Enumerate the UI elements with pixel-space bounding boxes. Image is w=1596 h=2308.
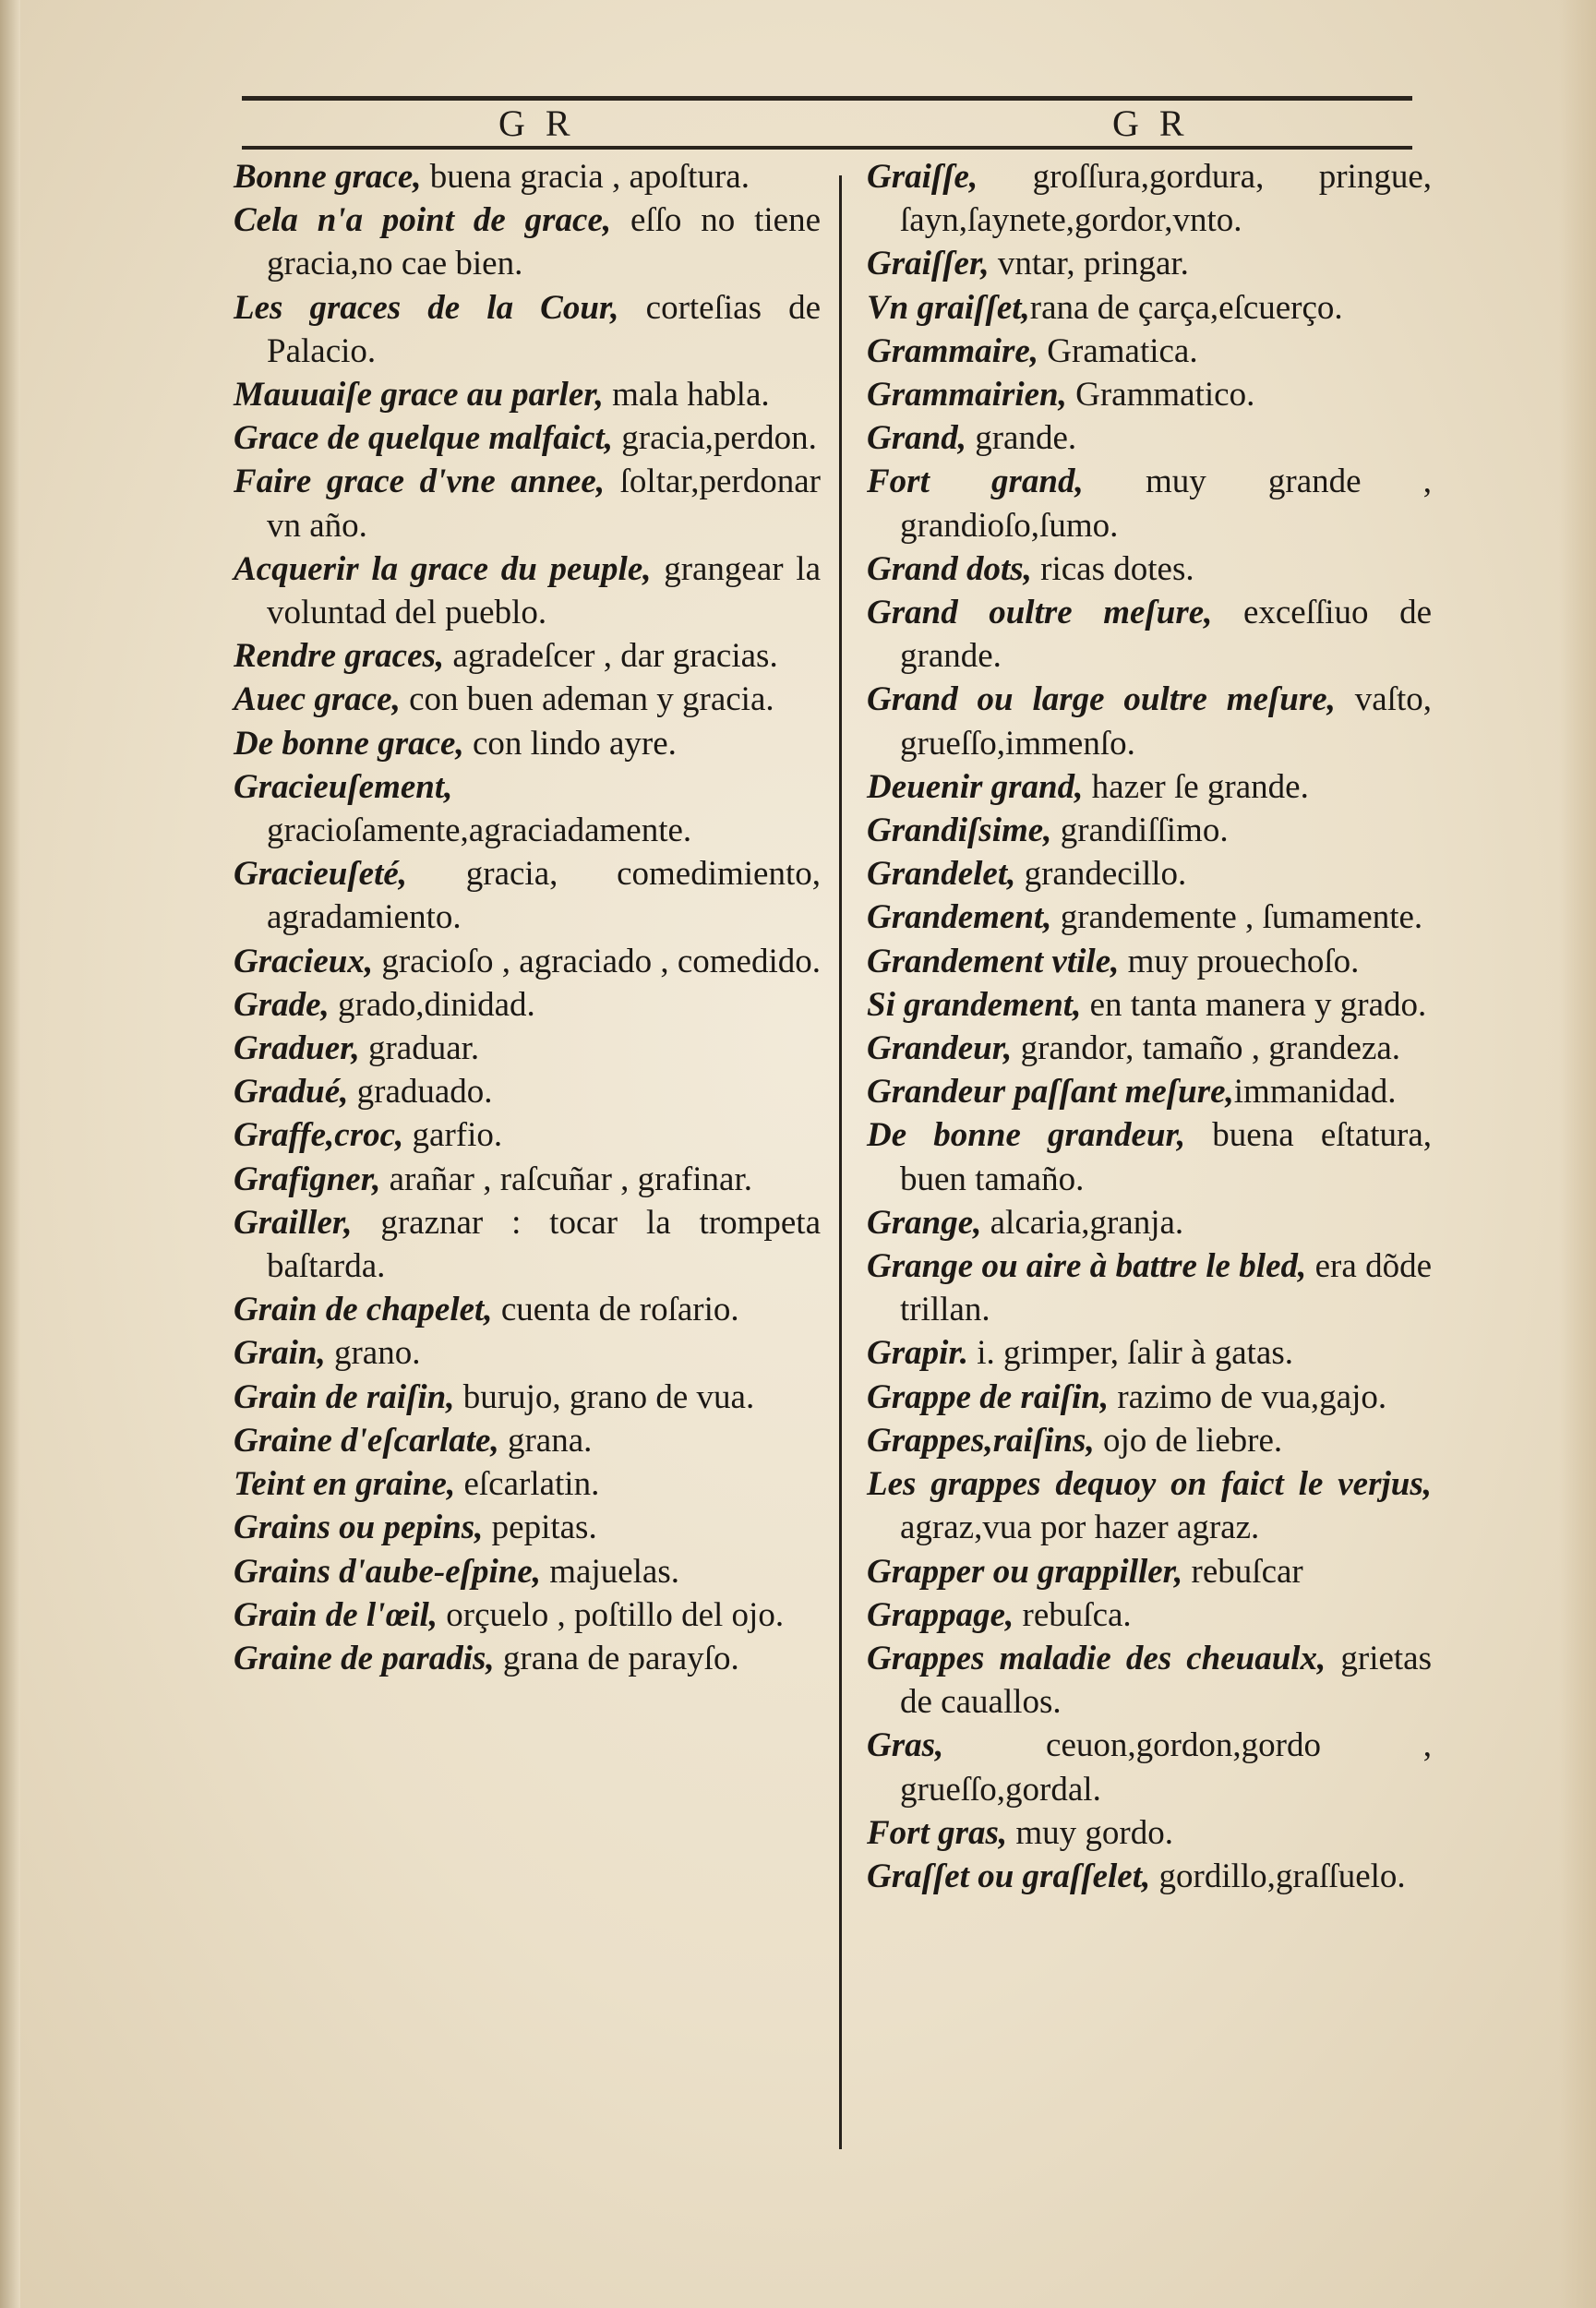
entry-term: Graine de paradis, bbox=[234, 1639, 495, 1677]
entry-term: Grappage, bbox=[867, 1595, 1014, 1634]
entry-definition: vntar, pringar. bbox=[989, 245, 1189, 283]
entry-term: De bonne grandeur, bbox=[867, 1116, 1186, 1155]
entry-term: Grailler, bbox=[234, 1203, 353, 1242]
dictionary-entry bbox=[867, 416, 1432, 460]
entry-definition: grande. bbox=[966, 419, 1077, 458]
entry-definition: muy gordo. bbox=[1007, 1813, 1174, 1852]
entry-term: Graine d'eſcarlate, bbox=[234, 1421, 499, 1460]
entry-definition: en tanta manera y grado. bbox=[1081, 985, 1427, 1024]
dictionary-entry bbox=[234, 765, 821, 852]
dictionary-entry bbox=[867, 1331, 1432, 1375]
dictionary-entry bbox=[234, 1550, 821, 1593]
entry-term: De bonne grace, bbox=[234, 724, 464, 763]
right-column bbox=[867, 155, 1432, 1898]
dictionary-entry bbox=[867, 242, 1432, 285]
dictionary-entry bbox=[234, 1027, 821, 1070]
dictionary-entry bbox=[234, 722, 821, 765]
dictionary-entry bbox=[867, 940, 1432, 983]
entry-term: Graſſet ou graſſelet, bbox=[867, 1857, 1151, 1895]
dictionary-entry bbox=[234, 373, 821, 416]
dictionary-entry bbox=[867, 155, 1432, 242]
entry-definition: garfio. bbox=[403, 1116, 503, 1155]
dictionary-entry bbox=[234, 460, 821, 547]
entry-term: Grandelet, bbox=[867, 855, 1016, 894]
dictionary-entry bbox=[867, 1113, 1432, 1200]
entry-definition: orçuelo , poſtillo del ojo. bbox=[438, 1595, 785, 1634]
entry-term: Teint en graine, bbox=[234, 1465, 456, 1504]
dictionary-entry bbox=[234, 1637, 821, 1680]
entry-term: Faire grace d'vne annee, bbox=[234, 463, 606, 501]
dictionary-entry bbox=[234, 983, 821, 1027]
dictionary-entry bbox=[867, 1811, 1432, 1855]
entry-term: Cela n'a point de grace, bbox=[234, 201, 612, 240]
dictionary-entry bbox=[234, 634, 821, 678]
dictionary-entry bbox=[234, 678, 821, 721]
entry-term: Gracieuſeté, bbox=[234, 855, 408, 894]
dictionary-entry bbox=[867, 1419, 1432, 1462]
entry-definition: con lindo ayre. bbox=[463, 724, 677, 763]
dictionary-entry bbox=[867, 678, 1432, 764]
dictionary-entry bbox=[234, 852, 821, 939]
entry-definition: grietas de cauallos. bbox=[900, 1639, 1432, 1722]
entry-definition: gracioſo , agraciado , comedido. bbox=[373, 942, 821, 980]
entry-term: Rendre graces, bbox=[234, 637, 445, 676]
dictionary-entry bbox=[867, 983, 1432, 1027]
entry-definition: graznar : tocar la trompeta baſtarda. bbox=[267, 1203, 821, 1286]
entry-definition: Gramatica. bbox=[1038, 331, 1198, 370]
entry-definition: eſcarlatin. bbox=[455, 1465, 600, 1504]
dictionary-entry bbox=[867, 591, 1432, 678]
dictionary-entry bbox=[234, 286, 821, 373]
entry-definition: rana de çarça,eſcuerço. bbox=[1029, 288, 1343, 327]
entry-term: Acquerir la grace du peuple, bbox=[234, 549, 652, 588]
entry-definition: exceſſiuo de grande. bbox=[900, 594, 1433, 676]
dictionary-entry bbox=[867, 330, 1432, 373]
column-divider bbox=[839, 175, 842, 2149]
entry-definition: razimo de vua,gajo. bbox=[1109, 1377, 1387, 1416]
entry-definition: gracioſamente,agraciadamente. bbox=[267, 811, 692, 850]
entry-definition: immanidad. bbox=[1233, 1073, 1397, 1112]
dictionary-entry bbox=[234, 1158, 821, 1201]
dictionary-entry bbox=[867, 1027, 1432, 1070]
entry-term: Graiſſer, bbox=[867, 245, 990, 283]
dictionary-entry bbox=[867, 286, 1432, 330]
entry-term: Fort gras, bbox=[867, 1813, 1008, 1852]
dictionary-entry bbox=[234, 1593, 821, 1637]
entry-definition: grado,dinidad. bbox=[329, 985, 535, 1024]
entry-term: Grand oultre meſure, bbox=[867, 594, 1213, 632]
dictionary-entry bbox=[234, 155, 821, 198]
entry-definition: cuenta de roſario. bbox=[492, 1291, 739, 1329]
entry-definition: corteſias de Palacio. bbox=[267, 288, 821, 370]
entry-term: Grafigner, bbox=[234, 1160, 381, 1198]
entry-term: Les graces de la Cour, bbox=[234, 288, 619, 327]
entry-definition: buena gracia , apoſtura. bbox=[421, 158, 750, 196]
entry-term: Grains ou pepins, bbox=[234, 1509, 484, 1547]
entry-term: Les grappes dequoy on faict le verjus, bbox=[867, 1465, 1432, 1504]
dictionary-entry bbox=[234, 1376, 821, 1419]
dictionary-entry bbox=[867, 1244, 1432, 1331]
entry-term: Auec grace, bbox=[234, 680, 401, 719]
dictionary-entry bbox=[234, 1462, 821, 1506]
dictionary-entry bbox=[234, 1201, 821, 1288]
entry-definition: gordillo,graſſuelo. bbox=[1150, 1857, 1406, 1895]
entry-definition: arañar , raſcuñar , grafinar. bbox=[380, 1160, 752, 1198]
entry-term: Grandiſsime, bbox=[867, 811, 1052, 850]
entry-term: Grandeur, bbox=[867, 1029, 1013, 1068]
entry-definition: grandecillo. bbox=[1015, 855, 1187, 894]
dictionary-entry bbox=[234, 1070, 821, 1113]
entry-definition: grandiſſimo. bbox=[1051, 811, 1229, 850]
entry-definition: eſſo no tiene gracia,no cae bien. bbox=[267, 201, 822, 283]
entry-term: Grange ou aire à battre le bled, bbox=[867, 1247, 1307, 1286]
entry-definition: pepitas. bbox=[483, 1509, 597, 1547]
entry-term: Vn graiſſet, bbox=[867, 288, 1030, 327]
dictionary-entry bbox=[234, 1288, 821, 1331]
left-running-head: G R bbox=[498, 102, 576, 144]
entry-definition: groſſura,gordura, pringue, ſayn,ſaynete,gordor,vnto. bbox=[900, 158, 1432, 240]
entry-term: Grappes maladie des cheuaulx, bbox=[867, 1639, 1326, 1677]
dictionary-entry bbox=[867, 1855, 1432, 1898]
dictionary-entry bbox=[234, 416, 821, 460]
entry-term: Deuenir grand, bbox=[867, 767, 1084, 806]
entry-definition: grandemente , ſumamente. bbox=[1051, 898, 1423, 937]
entry-definition: graduar. bbox=[359, 1029, 480, 1068]
entry-definition: Grammatico. bbox=[1066, 376, 1255, 415]
dictionary-entry bbox=[234, 1113, 821, 1157]
top-rule bbox=[242, 96, 1412, 101]
entry-term: Graiſſe, bbox=[867, 158, 978, 196]
entry-term: Grappes,raiſins, bbox=[867, 1421, 1095, 1460]
dictionary-entry bbox=[867, 547, 1432, 591]
entry-term: Grand dots, bbox=[867, 549, 1032, 588]
entry-term: Grain, bbox=[234, 1334, 326, 1373]
entry-definition: ojo de liebre. bbox=[1094, 1421, 1283, 1460]
entry-term: Grain de l'œil, bbox=[234, 1595, 438, 1634]
entry-definition: rebuſcar bbox=[1182, 1552, 1303, 1591]
entry-term: Grain de chapelet, bbox=[234, 1291, 493, 1329]
left-column bbox=[234, 155, 821, 1680]
entry-term: Graduer, bbox=[234, 1029, 360, 1068]
entry-definition: rebuſca. bbox=[1014, 1595, 1132, 1634]
right-running-head: G R bbox=[1112, 102, 1190, 144]
entry-term: Graffe,croc, bbox=[234, 1116, 404, 1155]
entry-definition: i. grimper, ſalir à gatas. bbox=[968, 1334, 1293, 1373]
entry-definition: grandor, tamaño , grandeza. bbox=[1012, 1029, 1401, 1068]
entry-term: Grapper ou grappiller, bbox=[867, 1552, 1183, 1591]
entry-definition: grano. bbox=[325, 1334, 421, 1373]
entry-definition: grangear la voluntad del pueblo. bbox=[267, 549, 821, 632]
entry-term: Grain de raiſin, bbox=[234, 1377, 455, 1416]
dictionary-entry bbox=[867, 1724, 1432, 1810]
entry-term: Gracieux, bbox=[234, 942, 374, 980]
entry-definition: vaſto, grueſſo,immenſo. bbox=[900, 680, 1433, 763]
entry-term: Gracieuſement, bbox=[234, 767, 453, 806]
entry-definition: buena eſtatura, buen tamaño. bbox=[900, 1116, 1432, 1198]
entry-term: Bonne grace, bbox=[234, 158, 422, 196]
entry-term: Grace de quelque malfaict, bbox=[234, 419, 614, 458]
entry-term: Si grandement, bbox=[867, 985, 1082, 1024]
entry-definition: ſoltar,perdonar vn año. bbox=[267, 463, 821, 545]
entry-definition: graduado. bbox=[348, 1073, 493, 1112]
entry-definition: agraz,vua por hazer agraz. bbox=[900, 1509, 1260, 1547]
entry-definition: majuelas. bbox=[541, 1552, 680, 1591]
dictionary-entry bbox=[867, 1637, 1432, 1724]
dictionary-entry bbox=[867, 1201, 1432, 1244]
dictionary-entry bbox=[234, 198, 821, 285]
entry-definition: muy prouechoſo. bbox=[1119, 942, 1360, 980]
entry-definition: gracia,perdon. bbox=[613, 419, 817, 458]
entry-term: Grange, bbox=[867, 1203, 982, 1242]
dictionary-entry bbox=[867, 1550, 1432, 1593]
dictionary-entry bbox=[234, 547, 821, 634]
entry-definition: muy grande , grandioſo,ſumo. bbox=[900, 463, 1432, 545]
dictionary-entry bbox=[867, 1593, 1432, 1637]
entry-term: Grandement, bbox=[867, 898, 1052, 937]
header-rule bbox=[242, 146, 1412, 150]
entry-term: Grand ou large oultre meſure, bbox=[867, 680, 1336, 719]
dictionary-entry bbox=[867, 1376, 1432, 1419]
entry-definition: ceuon,gordon,gordo , grueſſo,gordal. bbox=[900, 1726, 1432, 1809]
entry-term: Grappe de raiſin, bbox=[867, 1377, 1110, 1416]
entry-definition: grana. bbox=[498, 1421, 593, 1460]
entry-term: Gradué, bbox=[234, 1073, 349, 1112]
dictionary-entry bbox=[867, 896, 1432, 939]
entry-term: Grammaire, bbox=[867, 331, 1039, 370]
dictionary-entry bbox=[867, 1462, 1432, 1549]
dictionary-entry bbox=[234, 1506, 821, 1549]
entry-definition: burujo, grano de vua. bbox=[454, 1377, 755, 1416]
entry-term: Gras, bbox=[867, 1726, 944, 1765]
dictionary-entry bbox=[234, 940, 821, 983]
dictionary-entry bbox=[867, 373, 1432, 416]
dictionary-entry bbox=[234, 1331, 821, 1375]
entry-term: Grandement vtile, bbox=[867, 942, 1120, 980]
entry-definition: agradeſcer , dar gracias. bbox=[444, 637, 778, 676]
entry-definition: grana de parayſo. bbox=[494, 1639, 739, 1677]
dictionary-entry bbox=[867, 460, 1432, 547]
dictionary-entry bbox=[234, 1419, 821, 1462]
dictionary-entry bbox=[867, 809, 1432, 852]
entry-term: Mauuaiſe grace au parler, bbox=[234, 376, 604, 415]
entry-definition: era dõde trillan. bbox=[900, 1247, 1432, 1329]
entry-definition: mala habla. bbox=[603, 376, 770, 415]
entry-term: Grammairien, bbox=[867, 376, 1067, 415]
entry-definition: hazer ſe grande. bbox=[1083, 767, 1309, 806]
entry-term: Grapir. bbox=[867, 1334, 969, 1373]
dictionary-entry bbox=[867, 765, 1432, 809]
entry-term: Fort grand, bbox=[867, 463, 1084, 501]
entry-definition: con buen ademan y gracia. bbox=[400, 680, 774, 719]
entry-definition: gracia, comedimiento, agradamiento. bbox=[267, 855, 821, 937]
entry-term: Grandeur paſſant meſure, bbox=[867, 1073, 1234, 1112]
entry-term: Grains d'aube-eſpine, bbox=[234, 1552, 541, 1591]
entry-definition: alcaria,granja. bbox=[981, 1203, 1184, 1242]
entry-term: Grade, bbox=[234, 985, 330, 1024]
dictionary-entry bbox=[867, 852, 1432, 896]
entry-definition: ricas dotes. bbox=[1031, 549, 1194, 588]
entry-term: Grand, bbox=[867, 419, 966, 458]
dictionary-entry bbox=[867, 1070, 1432, 1113]
